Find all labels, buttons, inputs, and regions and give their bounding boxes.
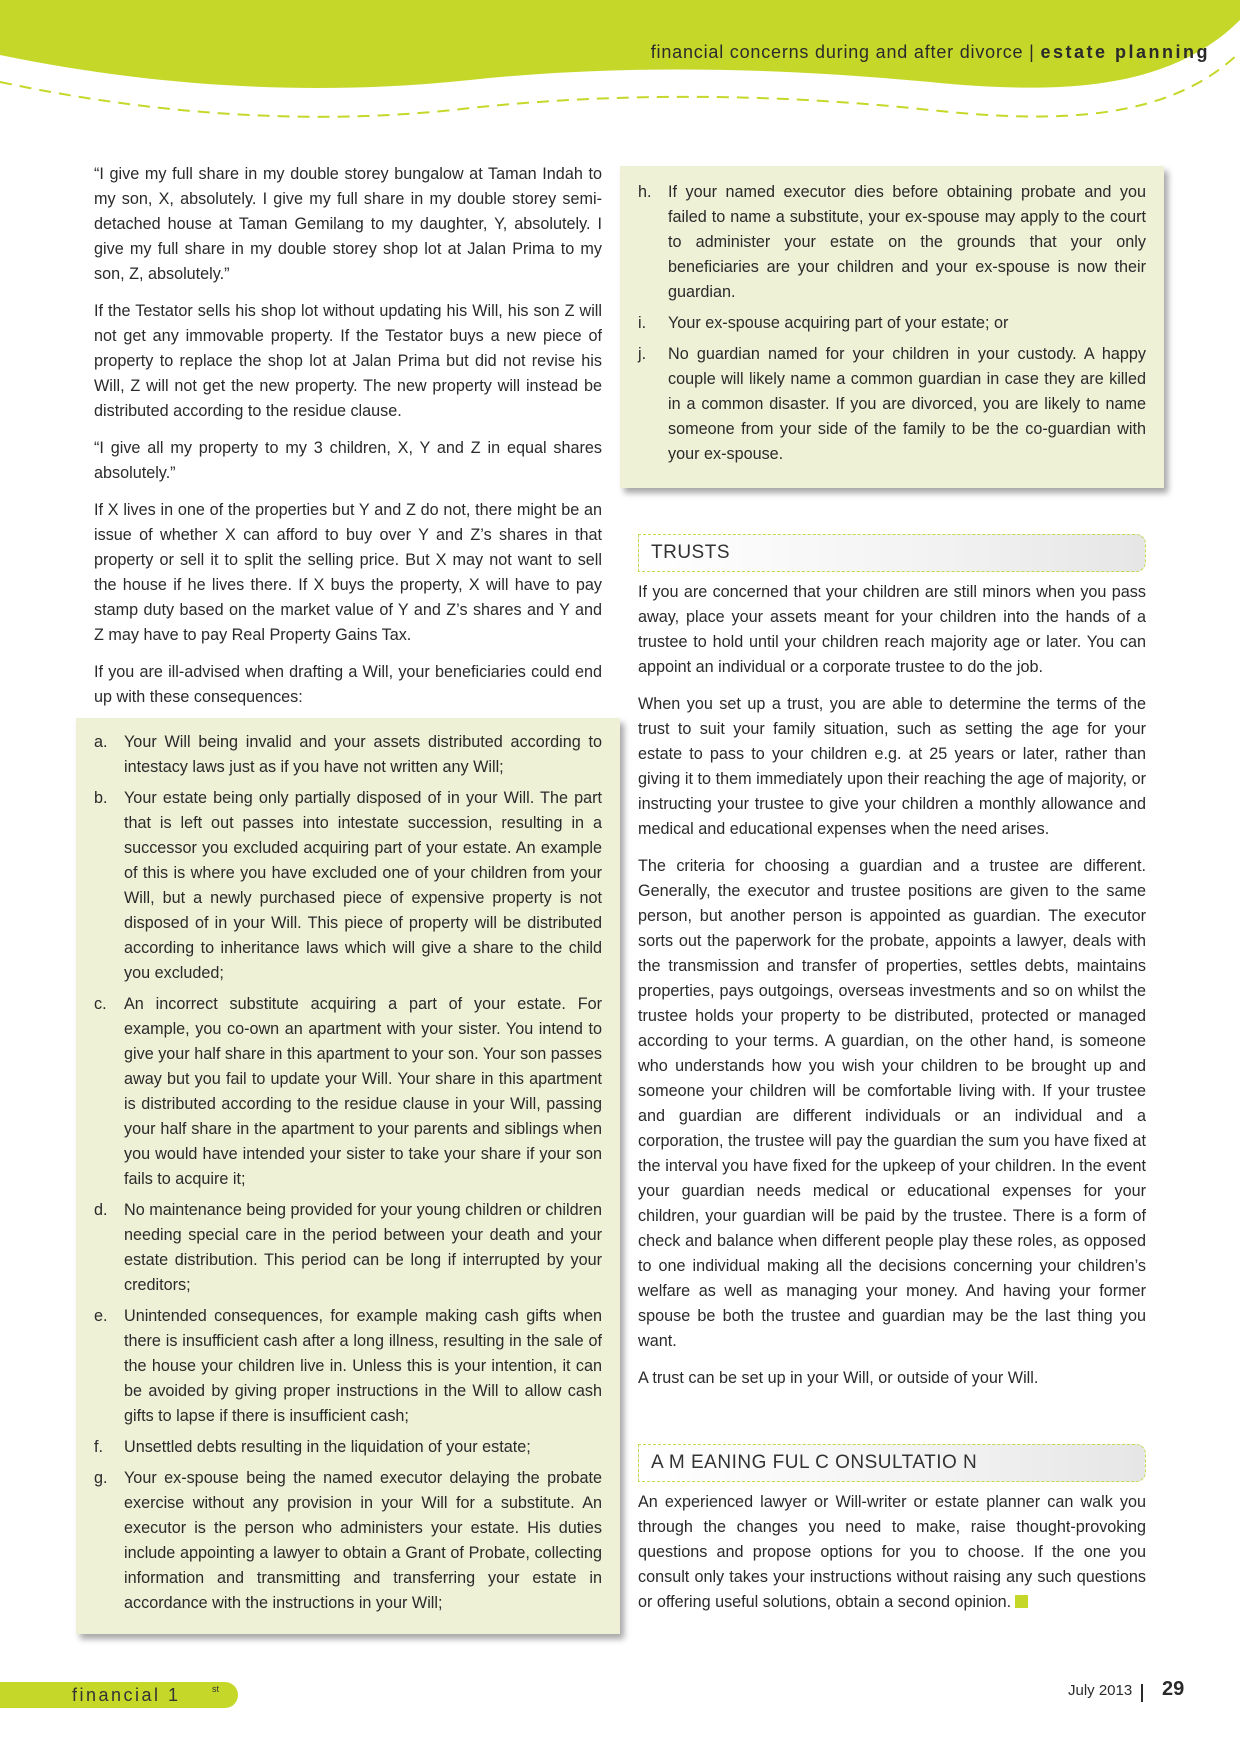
section-title: financial concerns during and after divorce bbox=[650, 42, 1024, 62]
list-item bbox=[638, 342, 1146, 467]
list-item bbox=[638, 311, 1146, 336]
consultation-heading: A M EANING FUL C ONSULTATIO N bbox=[651, 1452, 978, 1473]
footer-divider bbox=[1141, 1684, 1143, 1702]
consultation-section bbox=[638, 1490, 1146, 1627]
magazine-superscript: st bbox=[212, 1684, 220, 1694]
continued-consequences-list bbox=[638, 180, 1146, 473]
list-text: Unintended consequences, for example making cash gifts when there is insufficient cash after a long illness, resulting in the sale of the house your children live in. Unless this is your intention, it can be avoided by giving proper instructions in the Will to allow cash gifts to lapse if there is insufficient cash; bbox=[124, 1307, 602, 1425]
list-letter: a. bbox=[94, 733, 108, 751]
list-text: Your estate being only partially disposed of in your Will. The part that is left out passes into intestate succession, resulting in a successor you excluded acquiring part of your estate. An example of this is where you have excluded one of your children from your Will, but a newly purchased piece of expensive property is not disposed of in your Will. This piece of property will be distributed according to inheritance laws which will give a share to the child you excluded; bbox=[124, 789, 602, 982]
paragraph-shop-lot: If the Testator sells his shop lot without updating his Will, his son Z will not get any immovable property. If the Testator buys a new piece of property to replace the shop lot at Jalan Prima but did not revise his Will, Z will not get the new property. The new property will instead be distributed according to the residue clause. bbox=[94, 302, 602, 420]
list-text: An incorrect substitute acquiring a part of your estate. For example, you co-own an apartment with your sister. You intend to give your half share in this apartment to your son. Your son passes away but you fail to update your Will. Your share in this apartment is distributed according to the residue clause in your Will, passing your half share in the apartment to your parents and siblings when you would have intended your sister to take your share if your son fails to acquire it; bbox=[124, 995, 602, 1188]
trusts-paragraph-2: When you set up a trust, you are able to determine the terms of the trust to suit your family situation, such as setting the age for your estate to pass to your children e.g. at 25 years or later, rather than giving it to them immediately upon their reaching the age of majority, or instructing your trustee to give your children a monthly allowance and medical and educational expenses when the need arises. bbox=[638, 695, 1146, 838]
list-item bbox=[94, 1198, 602, 1298]
issue-date: July 2013 bbox=[1068, 1682, 1133, 1699]
continued-consequences-box bbox=[620, 166, 1164, 488]
header-separator: | bbox=[1029, 42, 1035, 62]
end-mark-icon bbox=[1015, 1595, 1028, 1608]
list-text: No guardian named for your children in your custody. A happy couple will likely name a common guardian in case they are killed in a common disaster. If you are divorced, you are likely to name someone from your side of the family to be the co-guardian with your ex-spouse. bbox=[668, 345, 1146, 463]
list-item bbox=[94, 786, 602, 986]
trusts-section bbox=[638, 580, 1146, 1403]
will-clause-quote-2: “I give all my property to my 3 children, X, Y and Z in equal shares absolutely.” bbox=[94, 439, 602, 482]
paragraph-consequences-intro: If you are ill-advised when drafting a Will, your beneficiaries could end up with these consequences: bbox=[94, 663, 602, 706]
trusts-paragraph-1: If you are concerned that your children are still minors when you pass away, place your assets meant for your children into the hands of a trustee to hold until your children reach majority age or later. You can appoint an individual or a corporate trustee to do the job. bbox=[638, 583, 1146, 676]
list-letter: h. bbox=[638, 183, 652, 201]
paragraph-equal-shares: If X lives in one of the properties but Y and Z do not, there might be an issue of whether X can afford to buy over Y and Z’s shares in that property or sell it to split the selling price. But X may not want to sell the house if he lives there. If X buys the property, X will have to pay stamp duty based on the market value of Y and Z’s shares and Y and Z may have to pay Real Property Gains Tax. bbox=[94, 501, 602, 644]
trusts-paragraph-4: A trust can be set up in your Will, or outside of your Will. bbox=[638, 1369, 1039, 1387]
list-letter: e. bbox=[94, 1307, 108, 1325]
list-text: Unsettled debts resulting in the liquidation of your estate; bbox=[124, 1438, 531, 1456]
list-letter: j. bbox=[638, 345, 647, 363]
trusts-heading-bar bbox=[638, 534, 1146, 572]
list-text: Your Will being invalid and your assets distributed according to intestacy laws just as if you have not written any Will; bbox=[124, 733, 602, 776]
list-letter: c. bbox=[94, 995, 107, 1013]
running-head bbox=[651, 42, 1210, 63]
list-text: If your named executor dies before obtaining probate and you failed to name a substitute, your ex-spouse may apply to the court to administer your estate on the grounds that your only beneficiaries are your children and your ex-spouse is now their guardian. bbox=[668, 183, 1146, 301]
header-wave bbox=[0, 0, 1240, 170]
trusts-paragraph-3: The criteria for choosing a guardian and a trustee are different. Generally, the executor and trustee positions are given to the same person, but another person is appointed as guardian. The executor sorts out the paperwork for the probate, appoints a lawyer, deals with the transmission and transfer of properties, settles debts, maintains properties, pays outgoings, overseas investments and so on whilst the trustee holds your property to be distributed, protected or managed according to your terms. A guardian, on the other hand, is someone who understands how you wish your children to be brought up and someone your children will be comfortable living with. If your trustee and guardian are different individuals or an individual and a corporation, the trustee will pay the guardian the sum you have fixed at the interval you have fixed for the upkeep of your children. In the event your guardian needs medical or educational expenses for your children, your guardian will be paid by the trustee. There is a form of check and balance when different people play these roles, as opposed to one individual making all the decisions concerning your children’s welfare as well as managing your money. And having your former spouse be both the trustee and guardian may be the last thing you want. bbox=[638, 857, 1146, 1350]
consequences-box bbox=[76, 718, 620, 1634]
list-item bbox=[94, 1435, 602, 1460]
list-text: No maintenance being provided for your young children or children needing special care in the period between your death and your estate distribution. This period can be long if interrupted by your creditors; bbox=[124, 1201, 602, 1294]
list-letter: b. bbox=[94, 789, 108, 807]
page-number: 29 bbox=[1162, 1678, 1185, 1700]
magazine-name: financial 1 bbox=[72, 1685, 181, 1705]
list-text: Your ex-spouse being the named executor delaying the probate exercise without any provision in your Will for a substitute. An executor is the person who administers your estate. His duties include appointing a lawyer to obtain a Grant of Probate, collecting information and transmitting and transferring your estate in accordance with the instructions in your Will; bbox=[124, 1469, 602, 1612]
consultation-paragraph bbox=[638, 1490, 1146, 1615]
list-letter: g. bbox=[94, 1469, 108, 1487]
left-column bbox=[94, 162, 602, 722]
list-letter: f. bbox=[94, 1438, 103, 1456]
consultation-text: An experienced lawyer or Will-writer or estate planner can walk you through the changes you need to make, raise thought-provoking questions and propose options for you to choose. If the one you consult only takes your instructions without raising any such questions or offering useful solutions, obtain a second opinion. bbox=[638, 1493, 1146, 1611]
list-letter: i. bbox=[638, 314, 647, 332]
list-item bbox=[94, 1466, 602, 1616]
footer-magazine-pill bbox=[0, 1682, 238, 1708]
list-item bbox=[638, 180, 1146, 305]
list-text: Your ex-spouse acquiring part of your estate; or bbox=[668, 314, 1009, 332]
topic-title: estate planning bbox=[1040, 42, 1210, 62]
consultation-heading-bar bbox=[638, 1444, 1146, 1482]
list-item bbox=[94, 992, 602, 1192]
list-letter: d. bbox=[94, 1201, 108, 1219]
trusts-heading: TRUSTS bbox=[651, 542, 730, 563]
consequences-list bbox=[94, 730, 602, 1622]
will-clause-quote-1: “I give my full share in my double storey bungalow at Taman Indah to my son, X, absolutely. I give my full share in my double storey semi-detached house at Taman Gemilang to my daughter, Y, absolutely. I give my full share in my double storey shop lot at Jalan Prima to my son, Z, absolutely.” bbox=[94, 165, 602, 283]
list-item bbox=[94, 730, 602, 780]
list-item bbox=[94, 1304, 602, 1429]
